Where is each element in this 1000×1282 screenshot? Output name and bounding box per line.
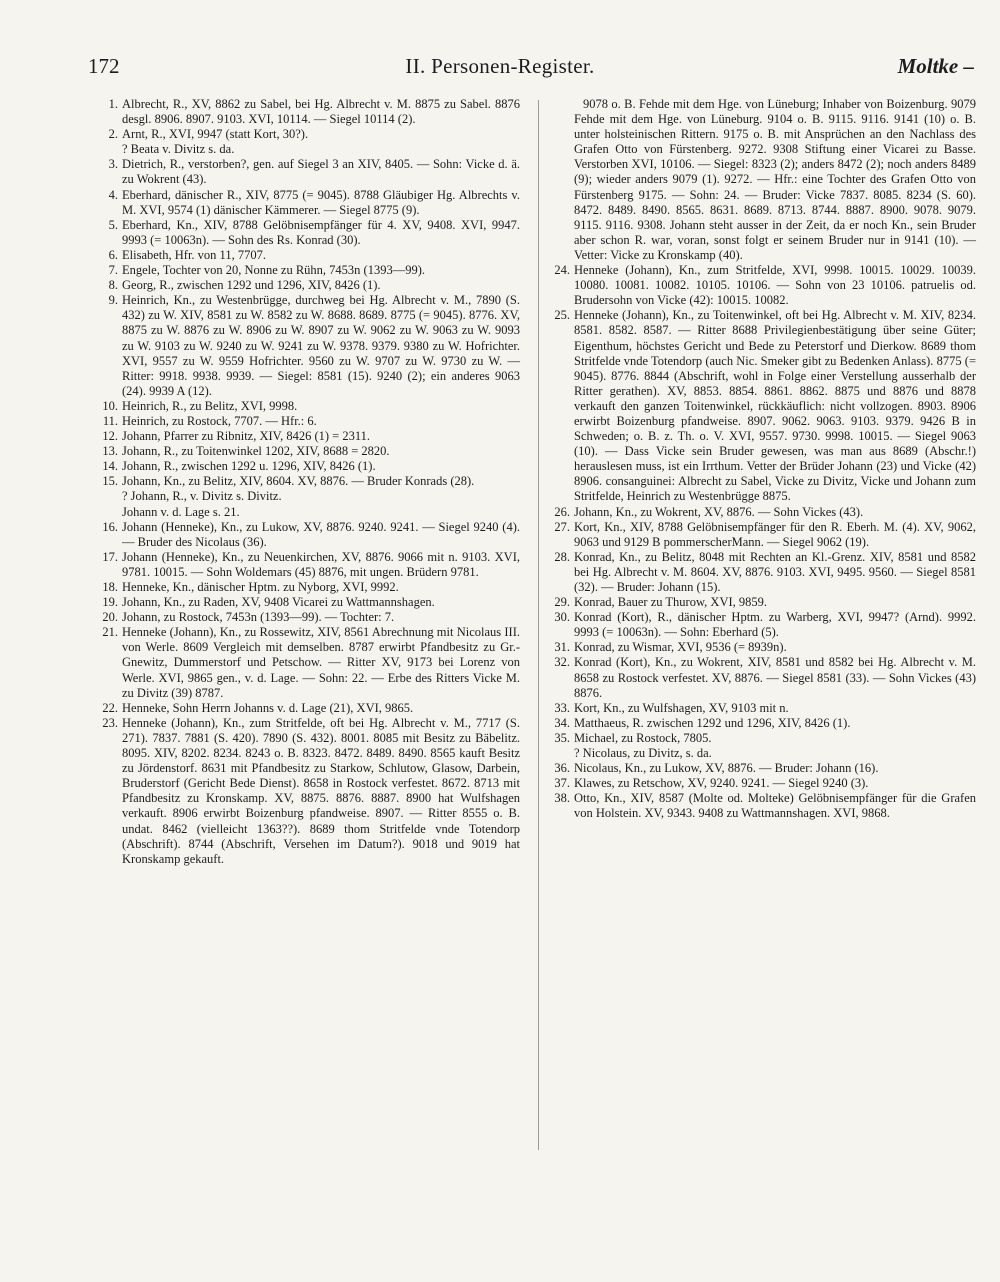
register-entry bbox=[100, 474, 520, 489]
register-entry bbox=[100, 610, 520, 625]
entry-text: Heinrich, zu Rostock, 7707. — Hfr.: 6. bbox=[122, 413, 317, 428]
entry-text: Konrad, Bauer zu Thurow, XVI, 9859. bbox=[574, 595, 768, 610]
entry-text: Johann, Kn., zu Raden, XV, 9408 Vicarei zu Wattmannshagen. bbox=[122, 595, 435, 610]
entry-text: Johann, Pfarrer zu Ribnitz, XIV, 8426 (1) = 2311. bbox=[122, 429, 370, 444]
entry-text: Johann, R., zwischen 1292 u. 1296, XIV, 8426 (1). bbox=[122, 459, 376, 474]
entry-text: ? Beata v. Divitz s. da. bbox=[122, 142, 235, 157]
register-entry bbox=[552, 640, 976, 655]
register-entry bbox=[100, 595, 520, 610]
running-head-word: Moltke – bbox=[897, 54, 974, 78]
register-entry bbox=[100, 157, 520, 187]
entry-number: 19. bbox=[102, 595, 118, 610]
entry-number: 3. bbox=[108, 157, 118, 172]
register-entry bbox=[552, 791, 976, 821]
cross-reference bbox=[100, 489, 520, 504]
register-entry bbox=[100, 218, 520, 248]
entry-number: 17. bbox=[102, 549, 118, 564]
register-entry bbox=[100, 188, 520, 218]
register-entry bbox=[100, 580, 520, 595]
register-entry bbox=[552, 731, 976, 746]
entry-number: 32. bbox=[554, 655, 570, 670]
register-entry bbox=[100, 550, 520, 580]
entry-text: Heinrich, Kn., zu Westenbrügge, durchweg bei Hg. Albrecht v. M., 7890 (S. 432) zu W. XIV, 8581 zu W. 8582 zu W. 8688. 8689. 8775 (= 9045). 8776. XV, 8875 zu W. 8876 zu W. 8906 zu W. 8907 zu W. 9062 zu W. 9063 zu W. 9093 zu W. 9103 zu W. 9240 zu W. 9241 zu W. 9378. 9379. 9380 zu W. Hofrichter. XVI, 9557 zu W. 9559 Hofrichter. 9560 zu W. 9707 zu W. 9730 zu W. — Ritter: 9918. 9938. 9939. — Siegel: 8581 (15). 9240 (2); ein anderes 9063 (24). 9939 A (12). bbox=[122, 293, 520, 398]
page-header bbox=[0, 54, 1000, 84]
entry-number: 24. bbox=[554, 263, 570, 278]
entry-text: Konrad, zu Wismar, XVI, 9536 (= 8939n). bbox=[574, 640, 787, 655]
register-entry bbox=[100, 399, 520, 414]
entry-number: 29. bbox=[554, 595, 570, 610]
entry-text: Johann, Kn., zu Belitz, XIV, 8604. XV, 8876. — Bruder Konrads (28). bbox=[122, 474, 475, 489]
entry-number: 20. bbox=[102, 610, 118, 625]
entry-text: ? Nicolaus, zu Divitz, s. da. bbox=[574, 746, 712, 761]
entry-text: Eberhard, dänischer R., XIV, 8775 (= 9045). 8788 Gläubiger Hg. Albrechts v. M. XVI, 9574 (1) dänischer Kämmerer. — Siegel 8775 (9). bbox=[122, 187, 520, 217]
page-number: 172 bbox=[88, 54, 120, 78]
entry-text: Johann, zu Rostock, 7453n (1393—99). — Tochter: 7. bbox=[122, 610, 395, 625]
entry-number: 30. bbox=[554, 610, 570, 625]
entry-text: Arnt, R., XVI, 9947 (statt Kort, 30?). bbox=[122, 127, 309, 142]
entry-text: Kort, Kn., zu Wulfshagen, XV, 9103 mit n. bbox=[574, 700, 789, 715]
register-entry bbox=[552, 610, 976, 640]
entry-number: 5. bbox=[108, 217, 118, 232]
entry-number: 6. bbox=[108, 247, 118, 262]
entry-continuation bbox=[552, 97, 976, 263]
entry-text: Henneke, Kn., dänischer Hptm. zu Nyborg, XVI, 9992. bbox=[122, 580, 399, 594]
entry-number: 14. bbox=[102, 459, 118, 474]
entry-number: 4. bbox=[108, 187, 118, 202]
entry-number: 16. bbox=[102, 519, 118, 534]
entry-number: 26. bbox=[554, 504, 570, 519]
register-entry bbox=[552, 655, 976, 700]
entry-number: 38. bbox=[554, 791, 570, 806]
entry-text: Henneke (Johann), Kn., zu Toitenwinkel, oft bei Hg. Albrecht v. M. XIV, 8234. 8581. 8582. 8587. — Ritter 8688 Privilegienbestätigung über seine Güter; Eigenthum, höchstes Gericht und Bede zu Peterstorf und Dierkow. 8689 thom Stritfelde vnde Totendorp (auch Nic. Smeker gibt zu Bedenken Anlass). 8775 (= 9045). 8776. 8844 (Abschrift, wohl in Folge einer Verstellung ausserhalb der Ritter gerathen). XV, 8853. 8854. 8861. 8862. 8875 und 8876 und 8878 verkauft den ganzen Toitenwinkel, rückkäuflich: nicht vollzogen. 8903. 8906 erwirbt Boizenburg pfandweise. 8907. 9062. 9063. 9103. 9379. 9426 B in Schweden; o. B. z. Th. o. V. XVI, 9557. 9730. 9998. 10015. — Siegel 9063 (10). — Dass Vicke sein Bruder gewesen, was man aus 8689 (Abschr.!) herauslesen muss, ist ein Irrthum. Vetter der Brüder Johann (23) und Vicke (42) 8906. consanguinei: Albrecht zu Sabel, Vicke zu Divitz, Vicke und Johann zum Stritfelde, Heinrich zu Westenbrügge 8875. bbox=[574, 308, 976, 504]
page-title: II. Personen-Register. bbox=[405, 54, 595, 78]
entry-text: Henneke, Sohn Herrn Johanns v. d. Lage (21), XVI, 9865. bbox=[122, 700, 414, 715]
entry-number: 34. bbox=[554, 715, 570, 730]
entry-number: 13. bbox=[102, 444, 118, 459]
entry-text: Georg, R., zwischen 1292 und 1296, XIV, 8426 (1). bbox=[122, 278, 381, 293]
entry-text: Matthaeus, R. zwischen 1292 und 1296, XIV, 8426 (1). bbox=[574, 715, 851, 730]
entry-text: Albrecht, R., XV, 8862 zu Sabel, bei Hg. Albrecht v. M. 8875 zu Sabel. 8876 desgl. 8906. 8907. 9103. XVI, 10114. — Siegel 10114 (2). bbox=[122, 97, 520, 127]
entry-number: 15. bbox=[102, 474, 118, 489]
entry-text: Nicolaus, Kn., zu Lukow, XV, 8876. — Bruder: Johann (16). bbox=[574, 761, 879, 776]
column-divider bbox=[538, 100, 539, 1150]
entry-number: 8. bbox=[108, 278, 118, 293]
left-column bbox=[100, 97, 520, 867]
entry-number: 23. bbox=[102, 715, 118, 730]
entry-text: Konrad (Kort), R., dänischer Hptm. zu Warberg, XVI, 9947? (Arnd). 9992. 9993 (= 10063n). — Sohn: Eberhard (5). bbox=[574, 610, 976, 640]
register-entry bbox=[552, 776, 976, 791]
register-entry bbox=[100, 97, 520, 127]
cross-reference bbox=[100, 142, 520, 157]
entry-text: Dietrich, R., verstorben?, gen. auf Siegel 3 an XIV, 8405. — Sohn: Vicke d. ä. zu Wokrent (43). bbox=[122, 157, 520, 187]
register-entry bbox=[100, 459, 520, 474]
entry-text: 9078 o. B. Fehde mit dem Hge. von Lüneburg; Inhaber von Boizenburg. 9079 Fehde mit dem Hge. von Lüneburg. 9104 o. B. 9115. 9116. 9141 (10) o. B. unter holsteinischen Rittern. 9175 o. B. mit Ansprüchen an den Nachlass des Grafen Otto von Fürstenberg. 9272. 9308 Stiftung einer Vicarei zu Basse. Verstorben XVI, 10106. — Siegel: 8323 (2); anders 8472 (2); noch anders 8489 (9); wieder anders 9079 (1). 9272. — Hfr.: eine Tochter des Grafen Otto von Fürstenberg 9175. — Sohn: 24. — Bruder: Vicke 7837. 8085. 8234 (S. 60). 8472. 8489. 8490. 8565. 8631. 8689. 8713. 8744. 8887. 8900. 9078. 9079. 9115. 9116. 9308. Johann steht ausser in der Zeit, da er noch Kn., sein Bruder aber schon R. war, voran, sonst folgt er seinem Bruder nur in 9141 (10). — Vetter: Vicke zu Kronskamp (40). bbox=[574, 97, 976, 262]
entry-text: Konrad (Kort), Kn., zu Wokrent, XIV, 8581 und 8582 bei Hg. Albrecht v. M. 8658 zu Rostock verfestet. XV, 8876. — Siegel 8581 (33). — Sohn Vickes (43) 8876. bbox=[574, 655, 976, 700]
register-entry bbox=[100, 429, 520, 444]
register-entry bbox=[100, 293, 520, 399]
entry-number: 21. bbox=[102, 625, 118, 640]
entry-text: Klawes, zu Retschow, XV, 9240. 9241. — Siegel 9240 (3). bbox=[574, 776, 869, 791]
entry-text: Henneke (Johann), Kn., zum Stritfelde, XVI, 9998. 10015. 10029. 10039. 10080. 10081. 10082. 10105. 10106. — Sohn von 23 10106. patruelis od. Brudersohn von Vicke (42): 10015. 10082. bbox=[574, 263, 976, 308]
entry-text: Engele, Tochter von 20, Nonne zu Rühn, 7453n (1393—99). bbox=[122, 263, 426, 278]
register-entry bbox=[552, 761, 976, 776]
register-entry bbox=[552, 701, 976, 716]
entry-text: Kort, Kn., XIV, 8788 Gelöbnisempfänger für den R. Eberh. M. (4). XV, 9062, 9063 und 9129 B pommerscherMann. — Siegel 9062 (19). bbox=[574, 519, 976, 549]
entry-text: ? Johann, R., v. Divitz s. Divitz. bbox=[122, 489, 282, 504]
register-entry bbox=[100, 127, 520, 142]
register-entry bbox=[100, 520, 520, 550]
entry-text: Johann, Kn., zu Wokrent, XV, 8876. — Sohn Vickes (43). bbox=[574, 504, 864, 519]
entry-number: 27. bbox=[554, 519, 570, 534]
entry-number: 25. bbox=[554, 308, 570, 323]
entry-number: 12. bbox=[102, 429, 118, 444]
entry-text: Johann v. d. Lage s. 21. bbox=[122, 504, 240, 519]
entry-text: Henneke (Johann), Kn., zum Stritfelde, oft bei Hg. Albrecht v. M., 7717 (S. 271). 7837. 7881 (S. 420). 7890 (S. 432). 8001. 8085 mit Besitz zu Bäbelitz. 8095. XIV, 8202. 8234. 8243 o. B. 8323. 8472. 8489. 8490. 8565 kauft Besitz zu Jördenstorf. 8631 mit Pfandbesitz zu Starkow, Schlutow, Glasow, Darbein, Bruderstorf (Gericht Bede Dienst). 8658 in Rostock verfestet. 8672. 8713 mit Pfandbesitz zu Kronskamp. XV, 8875. 8876. 8887. 8900 hat Wulfshagen verkauft. 8906 erwirbt Boizenburg pfandweise. 8907. — Ritter 8555 o. B. undat. 8462 (vielleicht 1363??). 8689 thom Stritfelde vnde Totendorp (Abschrift). 8744 (Abschrift, Versehen im Datum?). 9018 und 9019 hat Kronskamp gekauft. bbox=[122, 715, 520, 866]
register-entry bbox=[552, 263, 976, 308]
entry-text: Konrad, Kn., zu Belitz, 8048 mit Rechten an Kl.-Grenz. XIV, 8581 und 8582 bei Hg. Albrecht v. M. 8604. XV, 8876. 9103. XVI, 9495. 9560. — Siegel 8581 (32). — Bruder: Johann (15). bbox=[574, 549, 976, 594]
entry-text: Henneke (Johann), Kn., zu Rossewitz, XIV, 8561 Abrechnung mit Nicolaus III. von Werle. 8609 Vergleich mit demselben. 8787 erwirbt Pfandbesitz zu Gr.-Gnewitz, Dummerstorf und Petschow. — Ritter XV, 9173 bei Lorenz von Werle. XVI, 9865 gen., v. d. Lage. — Sohn: 22. — Erbe des Ritters Vicke M. zu Divitz (39) 8787. bbox=[122, 625, 520, 700]
register-entry bbox=[552, 716, 976, 731]
register-entry bbox=[552, 595, 976, 610]
register-entry bbox=[100, 444, 520, 459]
cross-reference bbox=[100, 505, 520, 520]
register-entry bbox=[552, 520, 976, 550]
entry-text: Eberhard, Kn., XIV, 8788 Gelöbnisempfänger für 4. XV, 9408. XVI, 9947. 9993 (= 10063n). — Sohn des Rs. Konrad (30). bbox=[122, 217, 520, 247]
register-entry bbox=[552, 505, 976, 520]
register-entry bbox=[552, 550, 976, 595]
entry-text: Johann, R., zu Toitenwinkel 1202, XIV, 8688 = 2820. bbox=[122, 444, 390, 459]
cross-reference bbox=[552, 746, 976, 761]
entry-text: Johann (Henneke), Kn., zu Neuenkirchen, XV, 8876. 9066 mit n. 9103. XVI, 9781. 10015. — Sohn Woldemars (45) 8876, mit ungen. Brüdern 9781. bbox=[122, 549, 520, 579]
entry-text: Michael, zu Rostock, 7805. bbox=[574, 730, 712, 745]
register-entry bbox=[100, 278, 520, 293]
entry-text: Johann (Henneke), Kn., zu Lukow, XV, 8876. 9240. 9241. — Siegel 9240 (4). — Bruder des Nicolaus (36). bbox=[122, 519, 520, 549]
entry-number: 18. bbox=[102, 580, 118, 594]
entry-number: 37. bbox=[554, 776, 570, 791]
entry-number: 35. bbox=[554, 730, 570, 745]
register-entry bbox=[100, 716, 520, 867]
entry-number: 1. bbox=[108, 97, 118, 111]
register-entry bbox=[100, 248, 520, 263]
entry-number: 31. bbox=[554, 640, 570, 655]
entry-number: 2. bbox=[108, 127, 118, 142]
register-entry bbox=[100, 414, 520, 429]
entry-number: 22. bbox=[102, 700, 118, 715]
entry-text: Heinrich, R., zu Belitz, XVI, 9998. bbox=[122, 398, 298, 413]
entry-number: 9. bbox=[108, 293, 118, 308]
entry-number: 10. bbox=[102, 398, 118, 413]
right-column bbox=[552, 97, 976, 822]
register-entry bbox=[552, 308, 976, 504]
entry-text: Elisabeth, Hfr. von 11, 7707. bbox=[122, 247, 266, 262]
entry-number: 28. bbox=[554, 549, 570, 564]
entry-text: Otto, Kn., XIV, 8587 (Molte od. Molteke) Gelöbnisempfänger für die Grafen von Holstein. XV, 9343. 9408 zu Wattmannshagen. XVI, 9868. bbox=[574, 791, 976, 821]
register-entry bbox=[100, 701, 520, 716]
register-entry bbox=[100, 625, 520, 700]
entry-number: 36. bbox=[554, 761, 570, 776]
entry-number: 7. bbox=[108, 263, 118, 278]
register-entry bbox=[100, 263, 520, 278]
entry-number: 11. bbox=[102, 413, 118, 428]
entry-number: 33. bbox=[554, 700, 570, 715]
